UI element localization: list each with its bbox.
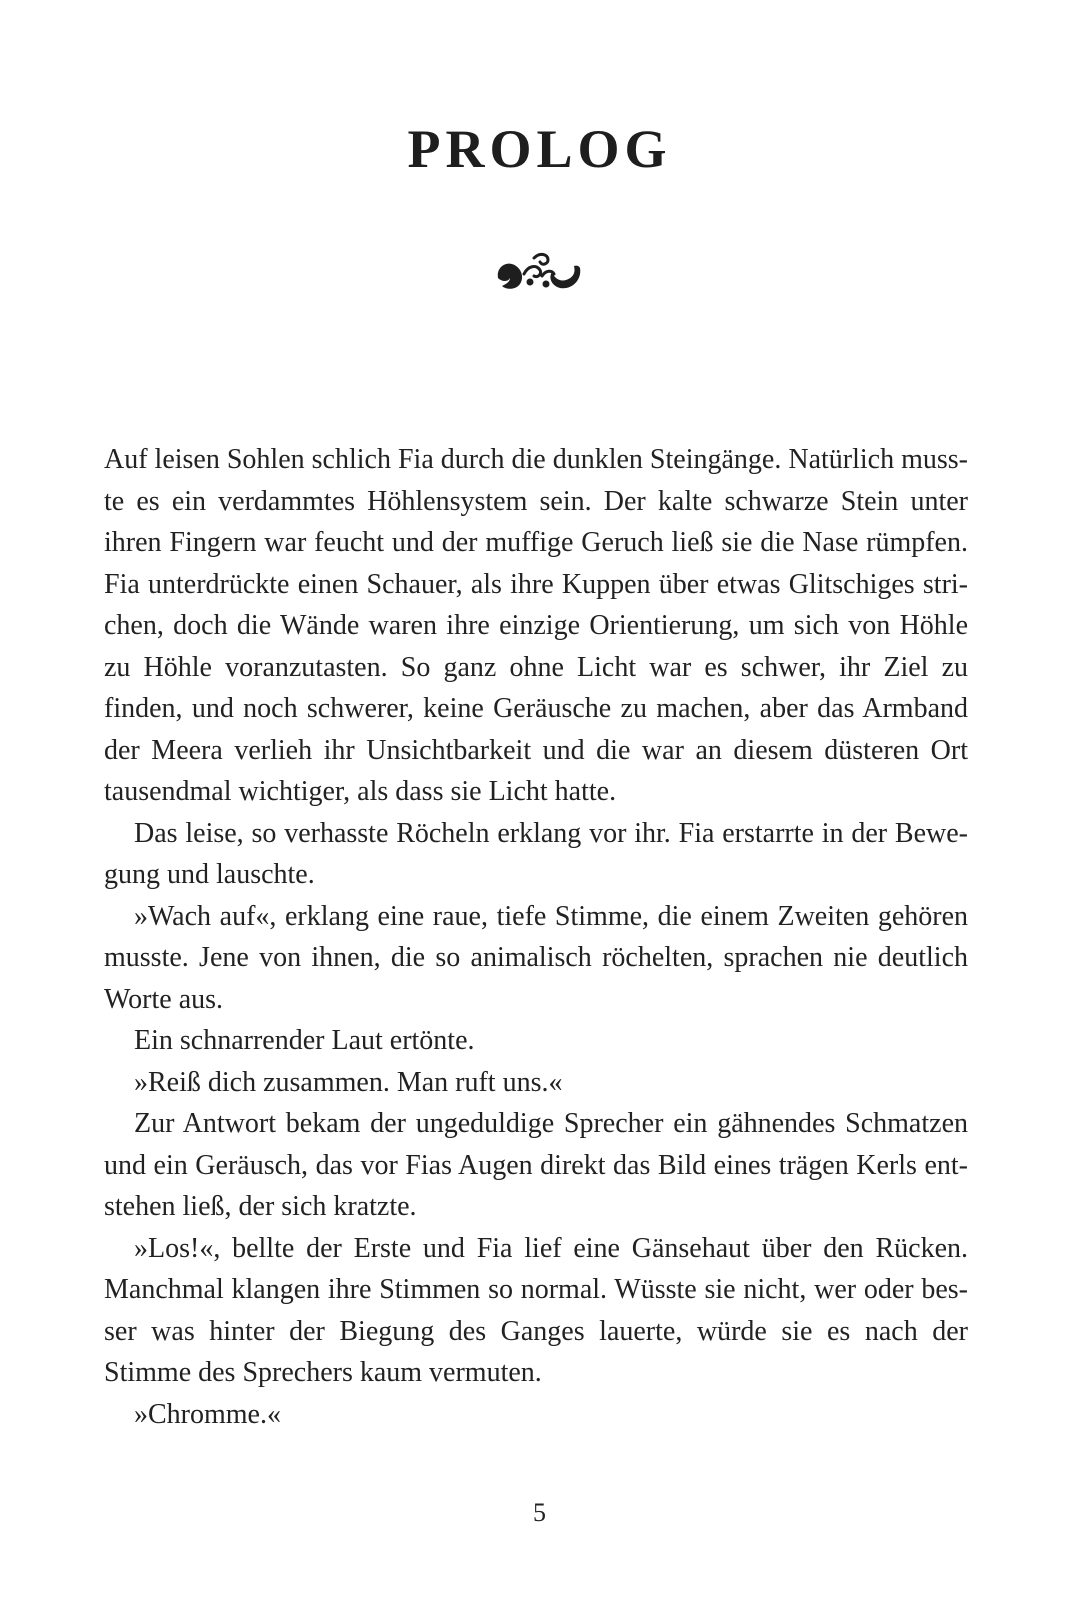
fleuron-ornament-icon <box>494 248 584 300</box>
chapter-body <box>104 439 968 1435</box>
chapter-title: PROLOG <box>407 119 672 179</box>
paragraph: Das leise, so verhasste Röcheln erklang vor ihr. Fia erstarrte in der Bewegung und lauschte. <box>104 817 968 890</box>
page-number: 5 <box>533 1498 546 1527</box>
paragraph: »Chromme.« <box>134 1398 281 1430</box>
paragraph: Ein schnarrender Laut ertönte. <box>134 1025 475 1056</box>
paragraph: »Reiß dich zusammen. Man ruft uns.« <box>134 1066 563 1098</box>
paragraph: Auf leisen Sohlen schlich Fia durch die dunklen Steingänge. Natürlich musste es ein verdammtes Höhlensystem sein. Der kalte schwarze Stein unter ihren Fingern war feucht und der muffige Geruch ließ sie die Nase rümpfen. Fia unterdrückte einen Schauer, als ihre Kuppen über etwas Glitschiges strichen, doch die Wände waren ihre einzige Orientierung, um sich von Höhle zu Höhle voranzutasten. So ganz ohne Licht war es schwer, ihr Ziel zu finden, und noch schwerer, keine Geräusche zu machen, aber das Armband der Meera verlieh ihr Unsichtbarkeit und die war an diesem düsteren Ort tausendmal wichtiger, als dass sie Licht hatte. <box>104 444 968 807</box>
paragraph: Zur Antwort bekam der ungeduldige Sprecher ein gähnendes Schmatzen und ein Geräusch, das vor Fias Augen direkt das Bild eines trägen Kerls entstehen ließ, der sich kratzte. <box>104 1108 968 1222</box>
paragraph: »Los!«, bellte der Erste und Fia lief eine Gänsehaut über den Rücken. Manchmal klangen ihre Stimmen so normal. Wüsste sie nicht, wer oder besser was hinter der Biegung des Ganges lauerte, würde sie es nach der Stimme des Sprechers kaum vermuten. <box>104 1232 968 1388</box>
paragraph: »Wach auf«, erklang eine raue, tiefe Stimme, die einem Zweiten gehören musste. Jene von ihnen, die so animalisch röchelten, sprachen nie deutlich Worte aus. <box>104 900 968 1015</box>
